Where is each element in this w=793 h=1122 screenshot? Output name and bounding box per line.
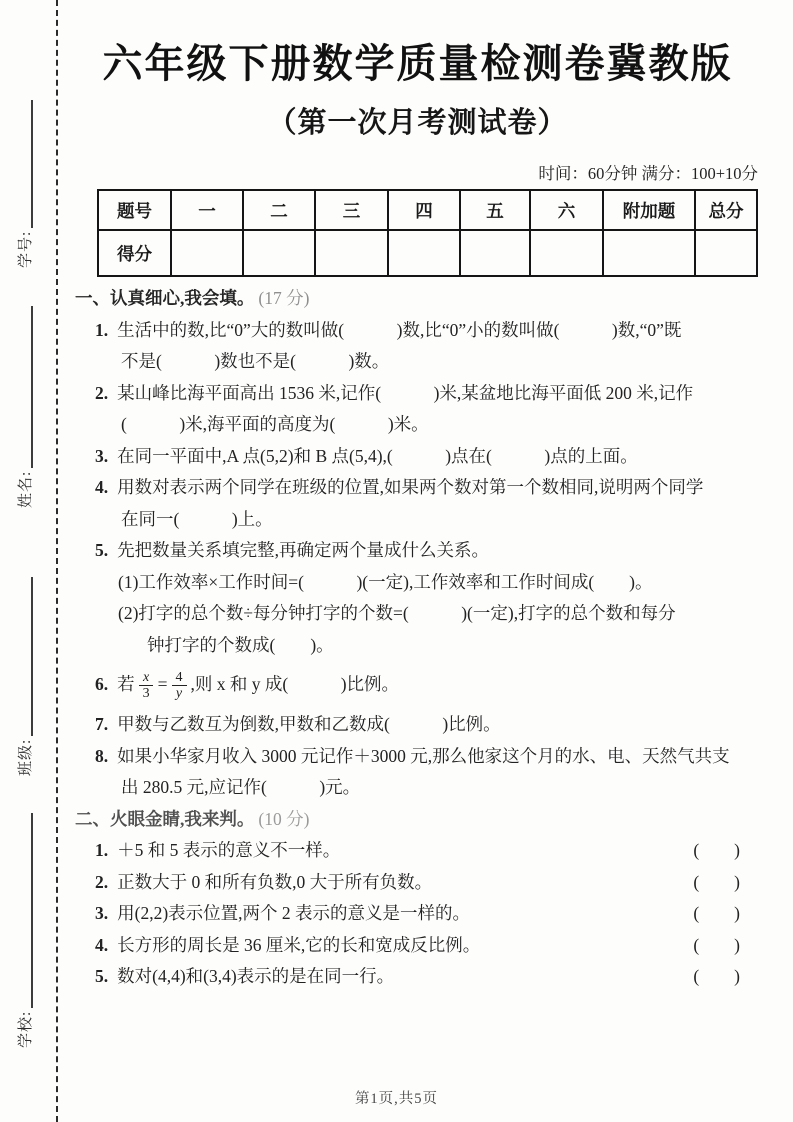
student-number-label: 学号:	[18, 230, 34, 268]
question-1-line-2: 不是( )数也不是( )数。	[121, 351, 390, 371]
score-cell	[695, 230, 757, 276]
student-number-blank-line	[31, 100, 33, 228]
page-title: 六年级下册数学质量检测卷冀教版	[102, 41, 733, 86]
section-2-title: 二、火眼金睛,我来判。	[75, 808, 255, 829]
question-number: 5.	[95, 966, 109, 986]
score-cell	[460, 230, 530, 276]
judge-item-4: 4. 长方形的周长是 36 厘米,它的长和宽成反比例。 ( )	[75, 930, 760, 962]
question-8-line-2: 出 280.5 元,应记作( )元。	[121, 777, 361, 797]
question-5-subitem-1: (1)工作效率×工作时间=( )(一定),工作效率和工作时间成( )。	[118, 571, 653, 592]
judge-item-5: 5. 数对(4,4)和(3,4)表示的是在同一行。 ( )	[75, 961, 760, 993]
score-cell	[315, 230, 388, 276]
score-table-header-cell: 二	[243, 190, 315, 230]
question-2-line-1: 2. 某山峰比海平面高出 1536 米,记作( )米,某盆地比海平面低 200 米,记作	[95, 382, 694, 403]
question-number: 4.	[95, 477, 109, 497]
score-cell	[243, 230, 315, 276]
answer-bracket: ( )	[693, 840, 740, 860]
question-2-line-2: ( )米,海平面的高度为( )米。	[121, 414, 429, 434]
section-1-title: 一、认真细心,我会填。	[75, 288, 255, 308]
score-table-header-cell: 一	[171, 190, 243, 230]
question-number: 5.	[95, 540, 109, 560]
student-name-label: 姓名:	[18, 470, 34, 508]
question-4-line-1: 4. 用数对表示两个同学在班级的位置,如果两个数对第一个数相同,说明两个同学	[95, 477, 704, 497]
question-number: 3.	[95, 445, 109, 466]
question-3: 3. 在同一平面中,A 点(5,2)和 B 点(5,4),( )点在( )点的上面。	[95, 445, 638, 466]
judge-item-2: 2. 正数大于 0 和所有负数,0 大于所有负数。 ( )	[75, 867, 760, 899]
question-number: 4.	[95, 934, 109, 955]
school-label: 学校:	[18, 1010, 34, 1048]
score-table-header-cell: 三	[315, 190, 388, 230]
score-cell	[530, 230, 603, 276]
score-table-header-cell: 六	[530, 190, 603, 230]
student-name-blank-line	[31, 306, 33, 468]
question-5-subitem-2-line-1: (2)打字的总个数÷每分钟打字的个数=( )(一定),打字的总个数和每分	[118, 603, 676, 623]
fraction-4-over-y: $\frac{4}{y}$	[172, 670, 187, 701]
question-4-line-2: 在同一( )上。	[121, 508, 273, 529]
score-table-header-cell: 总分	[695, 190, 757, 230]
question-5: 5. 先把数量关系填完整,再确定两个量成什么关系。	[95, 540, 489, 560]
question-number: 1.	[95, 319, 109, 340]
question-number: 2.	[95, 871, 109, 892]
question-number: 8.	[95, 745, 109, 766]
score-table-header-cell: 题号	[98, 190, 171, 230]
class-field	[14, 577, 38, 776]
judge-item-3: 3. 用(2,2)表示位置,两个 2 表示的意义是一样的。 ( )	[75, 898, 760, 930]
class-blank-line	[31, 577, 33, 736]
exam-page	[75, 0, 760, 993]
exam-time-and-score-info: 时间：60分钟 满分：100+10分	[538, 164, 758, 183]
question-8-line-1: 8. 如果小华家月收入 3000 元记作＋3000 元,那么他家这个月的水、电、天然气共支	[95, 745, 730, 766]
score-table	[97, 189, 758, 277]
school-field	[14, 813, 38, 1048]
question-7: 7. 甲数与乙数互为倒数,甲数和乙数成( )比例。	[95, 714, 501, 734]
page-number: 第1页,共5页	[354, 1091, 439, 1107]
question-number: 1.	[95, 840, 109, 860]
section-1-heading	[75, 283, 760, 315]
score-table-header-cell: 附加题	[603, 190, 695, 230]
class-label: 班级:	[18, 738, 34, 776]
section-2-points: (10 分)	[258, 808, 310, 829]
seal-dashed-line	[56, 0, 58, 1122]
score-table-header-row	[98, 190, 757, 230]
judge-item-1: 1. ＋5 和 5 表示的意义不一样。 ( )	[75, 835, 760, 867]
student-name-field	[14, 306, 38, 508]
question-number: 6.	[95, 674, 109, 695]
score-table-header-cell: 四	[388, 190, 460, 230]
question-number: 2.	[95, 382, 109, 403]
fraction-x-over-3: $\frac{x}{3}$	[139, 670, 154, 701]
answer-bracket: ( )	[693, 903, 740, 923]
question-number: 3.	[95, 903, 109, 923]
question-number: 7.	[95, 714, 109, 734]
score-cell	[171, 230, 243, 276]
student-number-field	[14, 100, 38, 268]
answer-bracket: ( )	[693, 934, 740, 955]
section-1-points: (17 分)	[258, 288, 310, 308]
school-blank-line	[31, 813, 33, 1008]
question-area	[75, 283, 760, 993]
answer-bracket: ( )	[693, 966, 740, 986]
score-cell	[603, 230, 695, 276]
answer-bracket: ( )	[693, 871, 740, 892]
score-row-label: 得分	[98, 230, 171, 276]
page-subtitle: （第一次月考测试卷）	[267, 107, 568, 139]
score-cell	[388, 230, 460, 276]
score-table-score-row	[98, 230, 757, 276]
question-6: 6. 若 $\frac{x}{3}$ = $\frac{4}{y}$ ,则 x 和 y 成( )比例。	[95, 669, 400, 701]
question-5-subitem-2-line-2: 钟打字的个数成( )。	[147, 634, 334, 655]
question-1-line-1: 1. 生活中的数,比“0”大的数叫做( )数,比“0”小的数叫做( )数,“0”既	[95, 319, 682, 340]
section-2-heading	[75, 804, 760, 836]
score-table-header-cell: 五	[460, 190, 530, 230]
